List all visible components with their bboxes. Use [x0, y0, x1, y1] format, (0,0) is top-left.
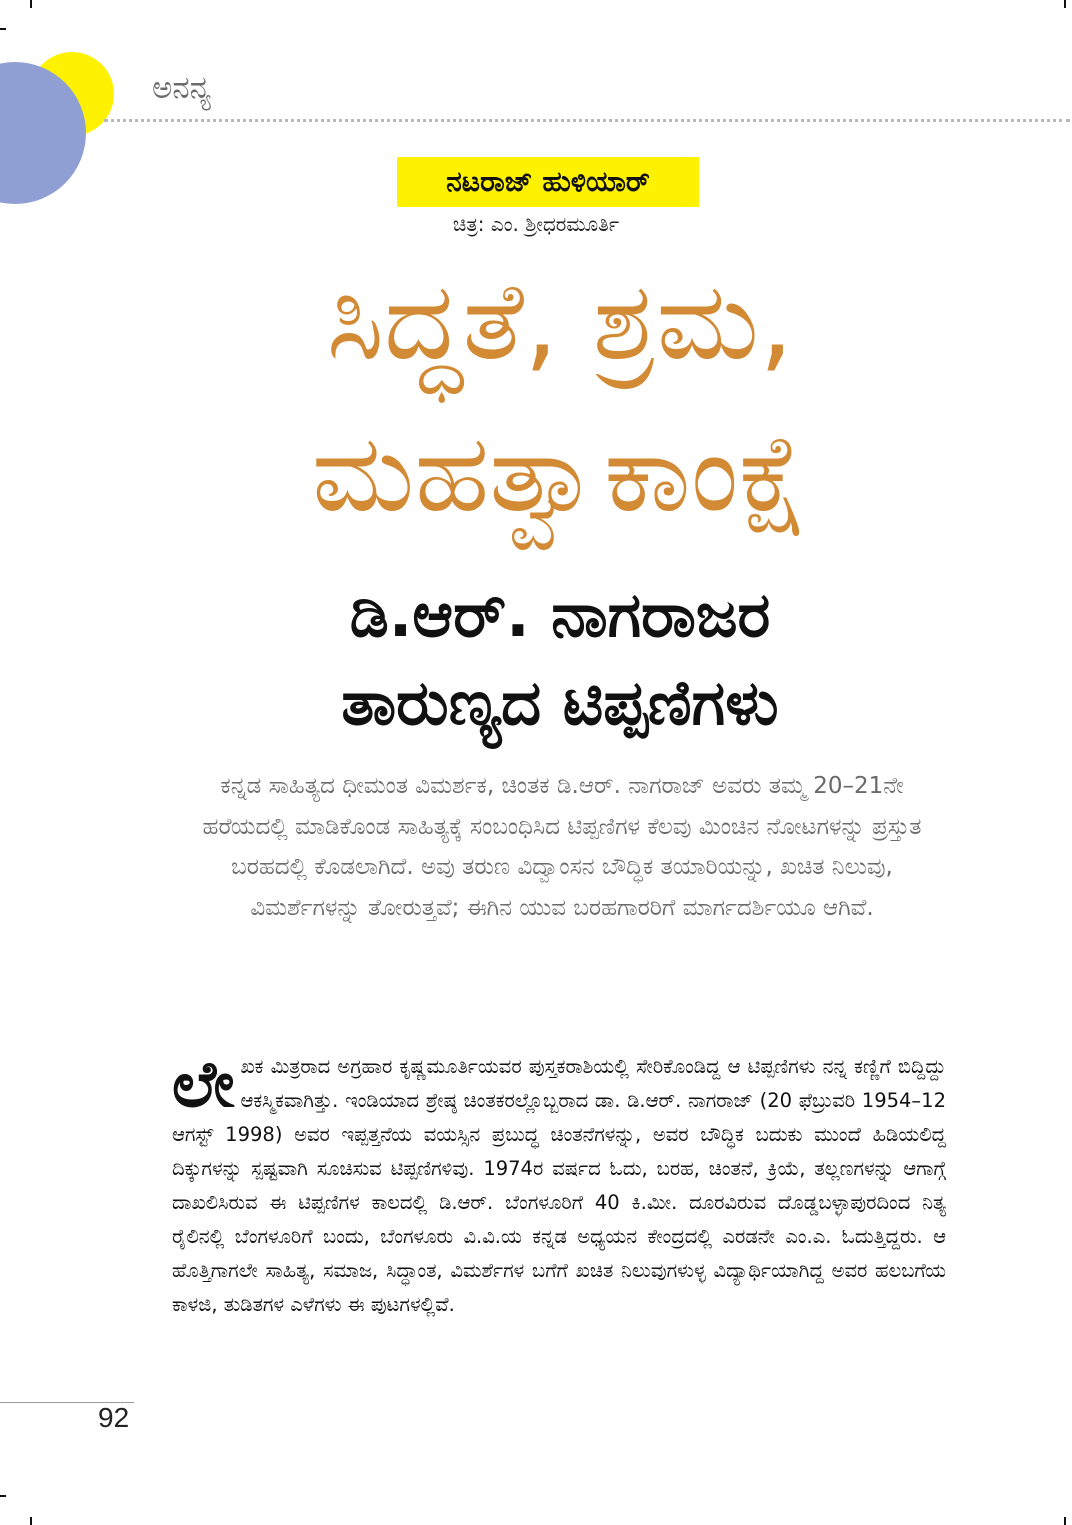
body-text: ಖಕ ಮಿತ್ರರಾದ ಅಗ್ರಹಾರ ಕೃಷ್ಣಮೂರ್ತಿಯವರ ಪುಸ್ತಕರಾಶಿಯಲ್ಲಿ ಸೇರಿಕೊಂಡಿದ್ದ ಆ ಟಿಪ್ಪಣಿಗಳು ನನ್ನ ಕಣ್ಣಿಗೆ ಬಿದ್ದಿದ್ದು ಆಕಸ್ಮಿಕವಾಗಿತ್ತು. ಇಂಡಿಯಾದ ಶ್ರೇಷ್ಠ ಚಿಂತಕರಲ್ಲೊಬ್ಬರಾದ ಡಾ. ಡಿ.ಆರ್. ನಾಗರಾಜ್ (20 ಫೆಬ್ರುವರಿ 1954–12 ಆಗಸ್ಟ್ 1998) ಅವರ ಇಪ್ಪತ್ತನೆಯ ವಯಸ್ಸಿನ ಪ್ರಬುದ್ಧ ಚಿಂತನೆಗಳನ್ನು, ಅವರ ಬೌದ್ಧಿಕ ಬದುಕು ಮುಂದೆ ಹಿಡಿಯಲಿದ್ದ ದಿಕ್ಕುಗಳನ್ನು ಸ್ಪಷ್ಟವಾಗಿ ಸೂಚಿಸುವ ಟಿಪ್ಪಣಿಗಳಿವು. 1974ರ ವರ್ಷದ ಓದು, ಬರಹ, ಚಿಂತನೆ, ಕ್ರಿಯೆ, ತಲ್ಲಣಗಳನ್ನು ಆಗಾಗ್ಗೆ ದಾಖಲಿಸಿರುವ ಈ ಟಿಪ್ಪಣಿಗಳ ಕಾಲದಲ್ಲಿ ಡಿ.ಆರ್. ಬೆಂಗಳೂರಿಗೆ 40 ಕಿ.ಮೀ. ದೂರವಿರುವ ದೊಡ್ಡಬಳ್ಳಾಪುರದಿಂದ ನಿತ್ಯ ರೈಲಿನಲ್ಲಿ ಬೆಂಗಳೂರಿಗೆ ಬಂದು, ಬೆಂಗಳೂರು ವಿ.ವಿ.ಯ ಕನ್ನಡ ಅಧ್ಯಯನ ಕೇಂದ್ರದಲ್ಲಿ ಎರಡನೇ ಎಂ.ಎ. ಓದುತ್ತಿದ್ದರು. ಆ ಹೊತ್ತಿಗಾಗಲೇ ಸಾಹಿತ್ಯ, ಸಮಾಜ, ಸಿದ್ಧಾಂತ, ವಿಮರ್ಶೆಗಳ ಬಗೆಗೆ ಖಚಿತ ನಿಲುವುಗಳುಳ್ಳ ವಿದ್ಯಾರ್ಥಿಯಾಗಿದ್ದ ಅವರ ಹಲಬಗೆಯ ಕಾಳಜಿ, ತುಡಿತಗಳ ಎಳೆಗಳು ಈ ಪುಟಗಳಲ್ಲಿವೆ.: [172, 1055, 946, 1316]
crop-mark-bottom-right: [1064, 1517, 1066, 1525]
crop-mark-top-left: [30, 0, 32, 8]
subtitle-line-1: ಡಿ.ಆರ್. ನಾಗರಾಜರ: [349, 578, 771, 651]
section-name: ಅನನ್ಯ: [152, 70, 212, 106]
drop-cap: ಲೇ: [172, 1048, 235, 1122]
crop-mark-bottom-left-v: [30, 1517, 32, 1525]
crop-mark-top-left-h: [0, 28, 6, 30]
page-number: 92: [98, 1402, 130, 1433]
author-name: ನಟರಾಜ್ ಹುಳಿಯಾರ್: [446, 165, 650, 198]
lead-paragraph: ಕನ್ನಡ ಸಾಹಿತ್ಯದ ಧೀಮಂತ ವಿಮರ್ಶಕ, ಚಿಂತಕ ಡಿ.ಆರ್. ನಾಗರಾಜ್ ಅವರು ತಮ್ಮ 20–21ನೇ ಹರೆಯದಲ್ಲಿ ಮಾಡಿಕೊಂಡ ಸಾಹಿತ್ಯಕ್ಕೆ ಸಂಬಂಧಿಸಿದ ಟಿಪ್ಪಣಿಗಳ ಕೆಲವು ಮಿಂಚಿನ ನೋಟಗಳನ್ನು ಪ್ರಸ್ತುತ ಬರಹದಲ್ಲಿ ಕೊಡಲಾಗಿದೆ. ಅವು ತರುಣ ವಿದ್ವಾಂಸನ ಬೌದ್ಧಿಕ ತಯಾರಿಯನ್ನು, ಖಚಿತ ನಿಲುವು, ವಿಮರ್ಶೆಗಳನ್ನು ತೋರುತ್ತವೆ; ಈಗಿನ ಯುವ ಬರಹಗಾರರಿಗೆ ಮಾರ್ಗದರ್ಶಿಯೂ ಆಗಿವೆ.: [202, 773, 922, 921]
author-highlight-box: [397, 157, 699, 207]
body-paragraph: [172, 1050, 946, 1322]
title-line-1: ಸಿದ್ಧತೆ, ಶ್ರಮ,: [326, 259, 794, 384]
header-dotted-rule: [104, 119, 1070, 122]
crop-mark-top-right: [1064, 0, 1066, 8]
illustration-credit: ಚಿತ್ರ: ಎಂ. ಶ್ರೀಧರಮೂರ್ತಿ: [452, 212, 620, 236]
title-line-2: ಮಹತ್ವಾಕಾಂಕ್ಷೆ: [311, 411, 809, 536]
crop-mark-bottom-left: [0, 1495, 6, 1497]
subtitle-line-2: ತಾರುಣ್ಯದ ಟಿಪ್ಪಣಿಗಳು: [341, 666, 779, 739]
